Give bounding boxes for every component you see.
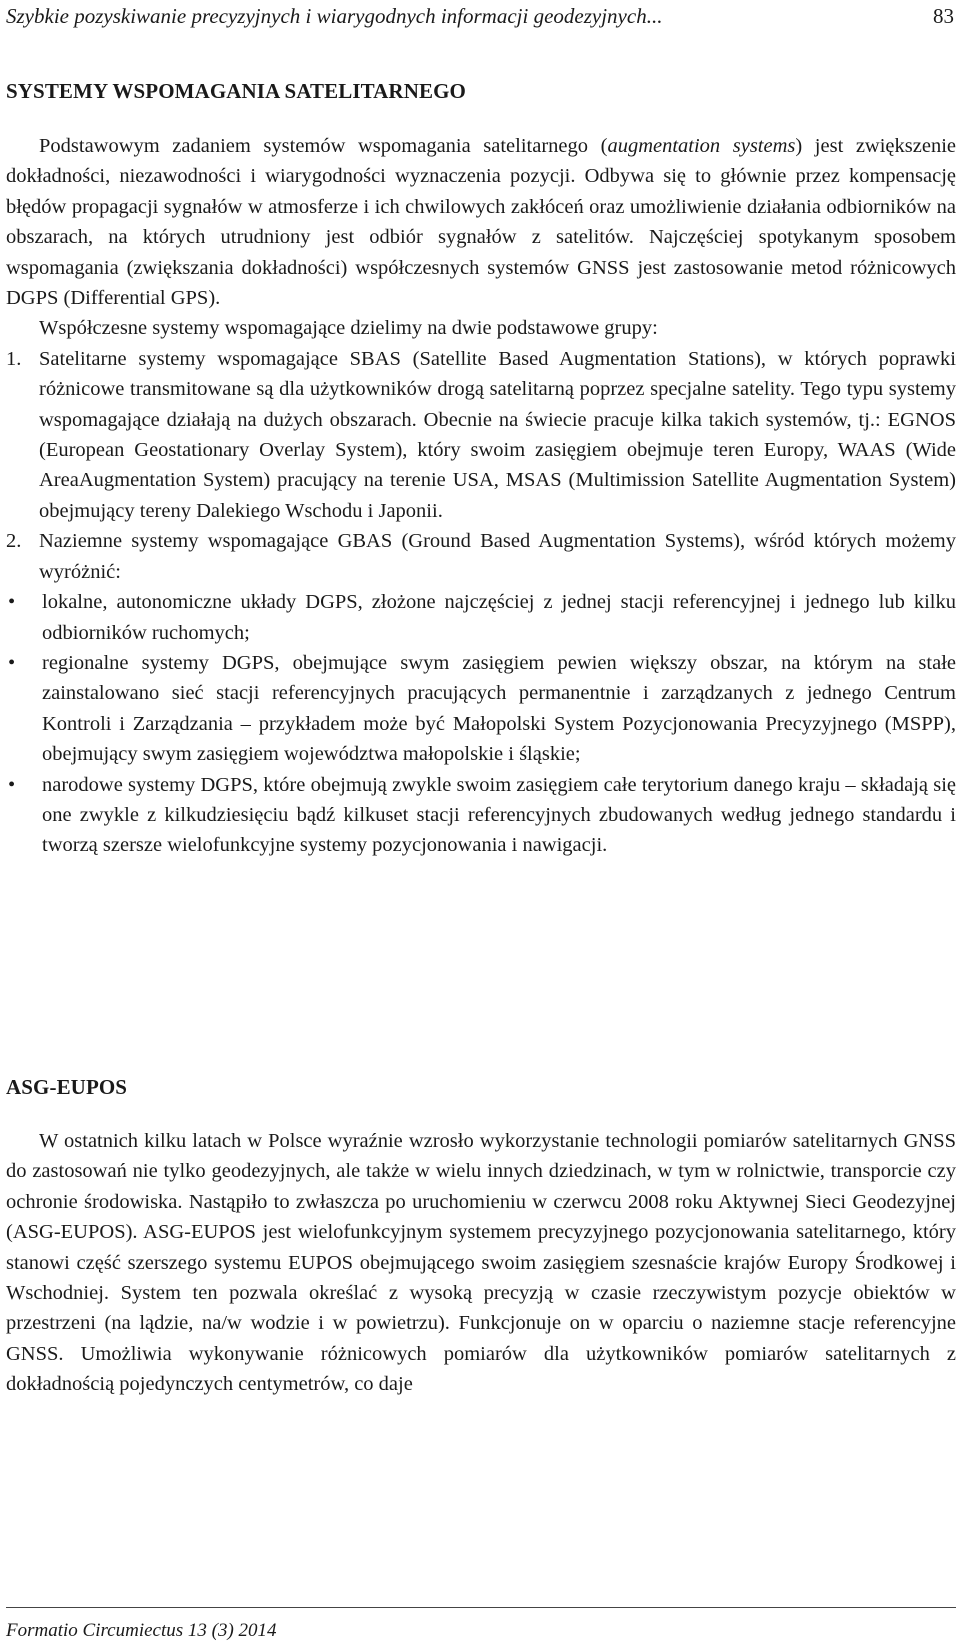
section-body-satellite-augmentation (6, 131, 956, 861)
bullet-list (6, 587, 956, 861)
item-text: Naziemne systemy wspomagające GBAS (Ground Based Augmentation Systems), wśród których możemy wyróżnić: (39, 530, 956, 583)
running-header (6, 2, 954, 30)
paragraph (6, 131, 956, 313)
bullet-item (6, 587, 956, 648)
item-number: 1. (6, 347, 22, 370)
bullet-item (6, 648, 956, 770)
paragraph-text: Podstawowym zadaniem systemów wspomagania satelitarnego ( (39, 135, 608, 157)
italic-term: augmentation systems (607, 135, 796, 157)
bullet-icon: • (8, 773, 16, 796)
bullet-item (6, 770, 956, 861)
bullet-text: lokalne, autonomiczne układy DGPS, złożone najczęściej z jednej stacji referencyjnej i jednego lub kilku odbiorników ruchomych; (42, 591, 956, 644)
bullet-icon: • (8, 591, 16, 614)
section-heading-asg-eupos: ASG-EUPOS (6, 1075, 128, 1099)
section-heading-satellite-augmentation: SYSTEMY WSPOMAGANIA SATELITARNEGO (6, 79, 466, 103)
section-body-asg-eupos (6, 1126, 956, 1400)
footer-journal: Formatio Circumiectus 13 (3) 2014 (6, 1620, 277, 1641)
footer-divider (6, 1607, 956, 1608)
numbered-item (6, 344, 956, 526)
numbered-item (6, 526, 956, 587)
page-number: 83 (933, 4, 954, 28)
paragraph-text: ) jest zwiększenie dokładności, niezawodności i wiarygodności wyznaczenia pozycji. Odbywa się to głównie przez kompensację błędów propagacji sygnałów w atmosferze i ich chwilowych zakłóceń oraz umożliwienie działania odbiorników na obszarach, na których utrudniony jest odbiór sygnałów z satelitów. Najczęściej spotykanym sposobem wspomagania (zwiększania dokładności) współczesnych systemów GNSS jest zastosowanie metod różnicowych DGPS (Differential GPS). (6, 135, 957, 310)
item-number: 2. (6, 530, 22, 553)
running-title: Szybkie pozyskiwanie precyzyjnych i wiarygodnych informacji geodezyjnych... (6, 4, 663, 28)
item-text: Satelitarne systemy wspomagające SBAS (Satellite Based Augmentation Stations), w których poprawki różnicowe transmitowane są dla użytkowników drogą satelitarną poprzez specjalne satelity. Tego typu systemy wspomagające działają na dużych obszarach. Obecnie na świecie pracuje kilka takich systemów, tj.: EGNOS (European Geostationary Overlay System), który swoim zasięgiem obejmuje teren Europy, WAAS (Wide AreaAugmentation System) pracujący na terenie USA, MSAS (Multimission Satellite Augmentation System) obejmujący tereny Dalekiego Wschodu i Japonii. (39, 347, 956, 522)
paragraph: W ostatnich kilku latach w Polsce wyraźnie wzrosło wykorzystanie technologii pomiarów satelitarnych GNSS do zastosowań nie tylko geodezyjnych, ale także w wielu innych dziedzinach, w tym w rolnictwie, transporcie czy ochronie środowiska. Nastąpiło to zwłaszcza po uruchomieniu w czerwcu 2008 roku Aktywnej Sieci Geodezyjnej (ASG-EUPOS). ASG-EUPOS jest wielofunkcyjnym systemem precyzyjnego pozycjonowania satelitarnego, który stanowi część szerszego systemu EUPOS obejmującego swoim zasięgiem szesnaście krajów Europy Środkowej i Wschodniej. System ten pozwala określać z wysoką precyzją w czasie rzeczywistym pozycje obiektów w przestrzeni (na lądzie, na/w wodzie i w powietrzu). Funkcjonuje on w oparciu o naziemne stacje referencyjne GNSS. Umożliwia wykonywanie różnicowych pomiarów dla użytkowników pomiarów satelitarnych z dokładnością pojedynczych centymetrów, co daje (6, 1130, 956, 1396)
bullet-icon: • (8, 651, 16, 674)
bullet-text: regionalne systemy DGPS, obejmujące swym zasięgiem pewien większy obszar, na którym na stałe zainstalowano sieć stacji referencyjnych pracujących permanentnie i zarządzanych z jednego Centrum Kontroli i Zarządzania – przykładem może być Małopolski System Pozycjonowania Precyzyjnego (MSPP), obejmujący swym zasięgiem województwa małopolskie i śląskie; (42, 651, 956, 766)
bullet-text: narodowe systemy DGPS, które obejmują zwykle swoim zasięgiem całe terytorium danego kraju – składają się one zwykle z kilkudziesięciu bądź kilkuset stacji referencyjnych zbudowanych według jednego standardu i tworzą szersze wielofunkcyjne systemy pozycjonowania i nawigacji. (42, 773, 956, 857)
paragraph: Współczesne systemy wspomagające dzielimy na dwie podstawowe grupy: (39, 317, 658, 340)
